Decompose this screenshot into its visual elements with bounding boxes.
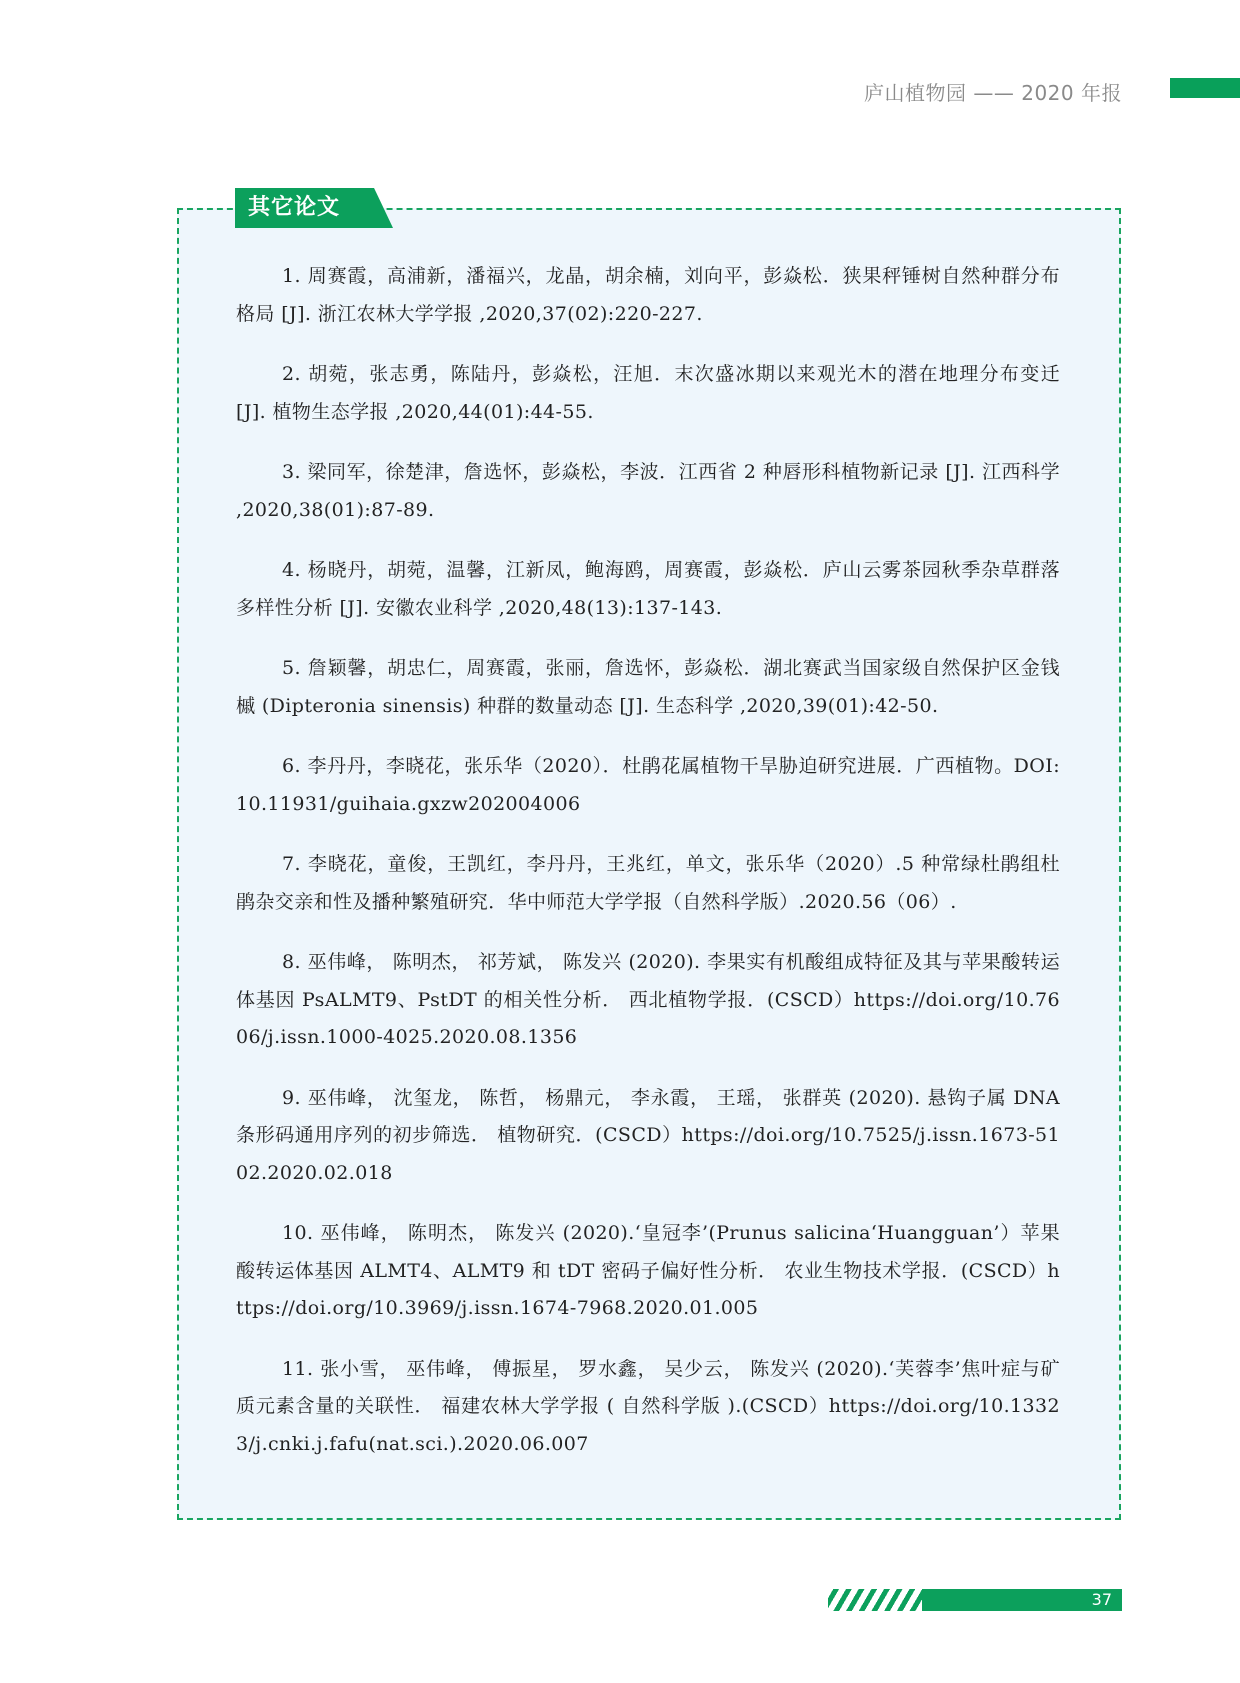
reference-item-8: 8. 巫伟峰， 陈明杰， 祁芳斌， 陈发兴 (2020). 李果实有机酸组成特征及其与苹果酸转运体基因 PsALMT9、PstDT 的相关性分析． 西北植物学报．(CSCD）https://doi.org/10.7606/j.issn.1000-4025.2020.08.1356	[236, 951, 1060, 1048]
section-title: 其它论文	[248, 195, 341, 220]
running-header: 庐山植物园 —— 2020 年报	[864, 81, 1122, 105]
footer-stripe-decoration	[828, 1589, 928, 1611]
reference-item-3: 3. 梁同军，徐楚津，詹选怀，彭焱松，李波．江西省 2 种唇形科植物新记录 [J]. 江西科学 ,2020,38(01):87-89.	[236, 461, 1060, 521]
reference-item-6: 6. 李丹丹，李晓花，张乐华（2020）．杜鹃花属植物干旱胁迫研究进展．广西植物。DOI:10.11931/guihaia.gxzw202004006	[236, 755, 1060, 815]
reference-item-1: 1. 周赛霞，高浦新，潘福兴，龙晶，胡余楠，刘向平，彭焱松．狭果秤锤树自然种群分布格局 [J]. 浙江农林大学学报 ,2020,37(02):220-227.	[236, 265, 1060, 325]
reference-item-7: 7. 李晓花，童俊，王凯红，李丹丹，王兆红，单文，张乐华（2020）.5 种常绿杜鹃组杜鹃杂交亲和性及播种繁殖研究．华中师范大学学报（自然科学版）.2020.56（06）.	[236, 853, 1060, 913]
reference-item-11: 11. 张小雪， 巫伟峰， 傅振星， 罗水鑫， 吴少云， 陈发兴 (2020).‘芙蓉李’焦叶症与矿质元素含量的关联性． 福建农林大学学报 ( 自然科学版 ).(CSCD）https://doi.org/10.13323/j.cnki.j.fafu(nat.sci.).2020.06.007	[236, 1357, 1060, 1455]
reference-item-2: 2. 胡菀，张志勇，陈陆丹，彭焱松，汪旭．末次盛冰期以来观光木的潜在地理分布变迁 [J]. 植物生态学报 ,2020,44(01):44-55.	[236, 363, 1060, 423]
reference-item-4: 4. 杨晓丹，胡菀，温馨，江新凤，鲍海鸥，周赛霞，彭焱松．庐山云雾茶园秋季杂草群落多样性分析 [J]. 安徽农业科学 ,2020,48(13):137-143.	[236, 559, 1060, 619]
reference-item-10: 10. 巫伟峰， 陈明杰， 陈发兴 (2020).‘皇冠李’(Prunus salicina‘Huangguan’）苹果酸转运体基因 ALMT4、ALMT9 和 tDT 密码子偏好性分析． 农业生物技术学报．(CSCD）https://doi.org/10.3969/j.issn.1674-7968.2020.01.005	[236, 1222, 1060, 1319]
header-accent-bar	[1170, 78, 1240, 98]
reference-item-5: 5. 詹颖馨，胡忠仁，周赛霞，张丽，詹选怀，彭焱松．湖北赛武当国家级自然保护区金钱槭 (Dipteronia sinensis) 种群的数量动态 [J]. 生态科学 ,2020,39(01):42-50.	[236, 657, 1060, 717]
reference-list	[236, 258, 1060, 1463]
reference-item-9: 9. 巫伟峰， 沈玺龙， 陈哲， 杨鼎元， 李永霞， 王瑶， 张群英 (2020). 悬钩子属 DNA 条形码通用序列的初步筛选． 植物研究．(CSCD）https://doi.org/10.7525/j.issn.1673-5102.2020.02.018	[236, 1086, 1060, 1184]
page-number: 37	[1091, 1590, 1112, 1609]
